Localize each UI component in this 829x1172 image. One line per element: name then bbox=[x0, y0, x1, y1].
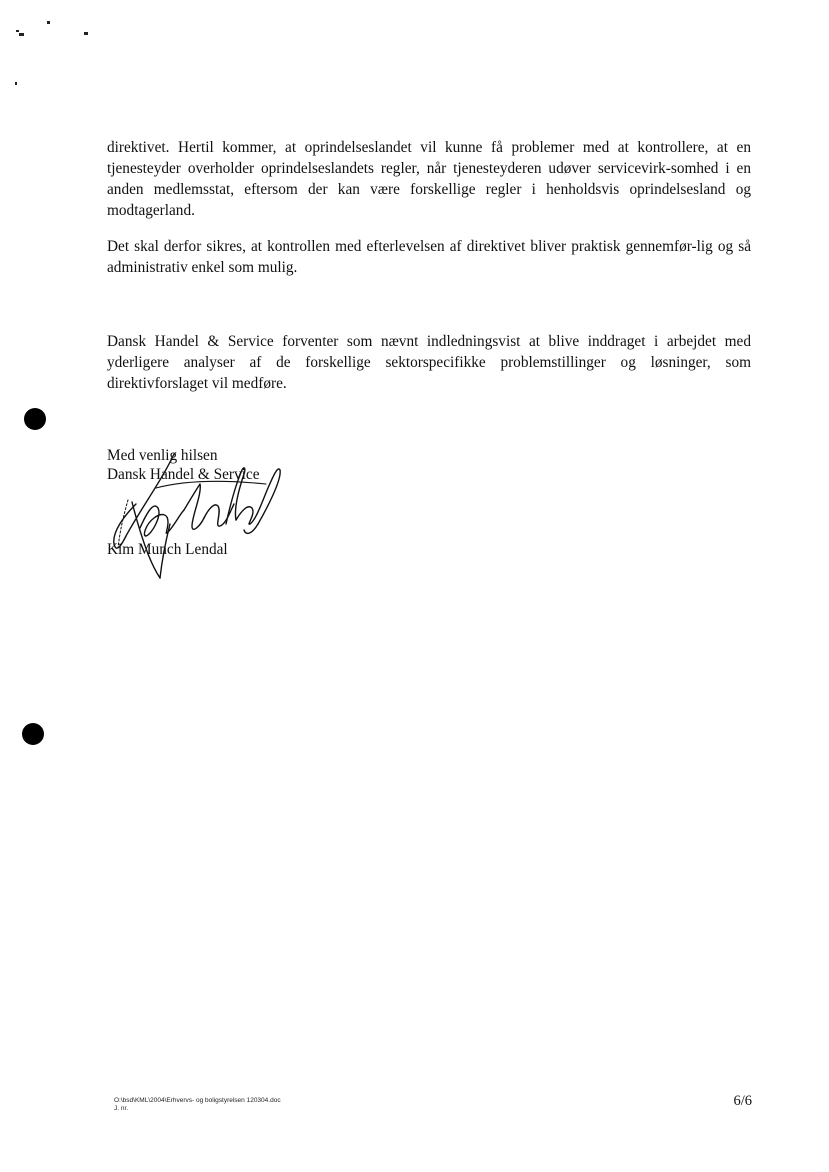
scan-speck bbox=[16, 30, 19, 32]
handwritten-signature bbox=[96, 440, 296, 580]
footer-journal-number: J. nr. bbox=[114, 1105, 129, 1112]
punch-hole bbox=[24, 408, 46, 430]
scan-speck bbox=[47, 21, 50, 24]
footer-file-reference bbox=[114, 1097, 281, 1113]
body-paragraph: Dansk Handel & Service forventer som nævnt indledningsvist at blive inddraget i arbejdet med yderligere analyser af de forskellige sektorspecifikke problemstillinger og løsninger, som direktivforslaget vil medføre. bbox=[107, 333, 751, 392]
scan-speck bbox=[84, 32, 88, 35]
scan-speck bbox=[19, 33, 24, 36]
body-paragraph: direktivet. Hertil kommer, at oprindelseslandet vil kunne få problemer med at kontrollere, at en tjenesteyder overholder oprindelseslandets regler, når tjenesteyderen udøver servicevirk-somhed i en anden medlemsstat, eftersom der kan være forskellige regler i henholdsvis oprindelsesland og modtagerland. bbox=[107, 139, 751, 219]
body-paragraph: Det skal derfor sikres, at kontrollen med efterlevelsen af direktivet bliver praktisk gennemfør-lig og så administrativ enkel som mulig. bbox=[107, 238, 751, 276]
page-number: 6/6 bbox=[733, 1093, 752, 1109]
closing-organization: Dansk Handel & Service bbox=[107, 466, 260, 483]
footer-file-path: O:\bsd\KML\2004\Erhvervs- og boligstyrelsen 120304.doc bbox=[114, 1097, 281, 1104]
signer-name: Kim Munch Lendal bbox=[107, 541, 228, 558]
punch-hole bbox=[22, 723, 44, 745]
closing-greeting: Med venlig hilsen bbox=[107, 447, 218, 464]
scan-speck bbox=[15, 82, 17, 85]
